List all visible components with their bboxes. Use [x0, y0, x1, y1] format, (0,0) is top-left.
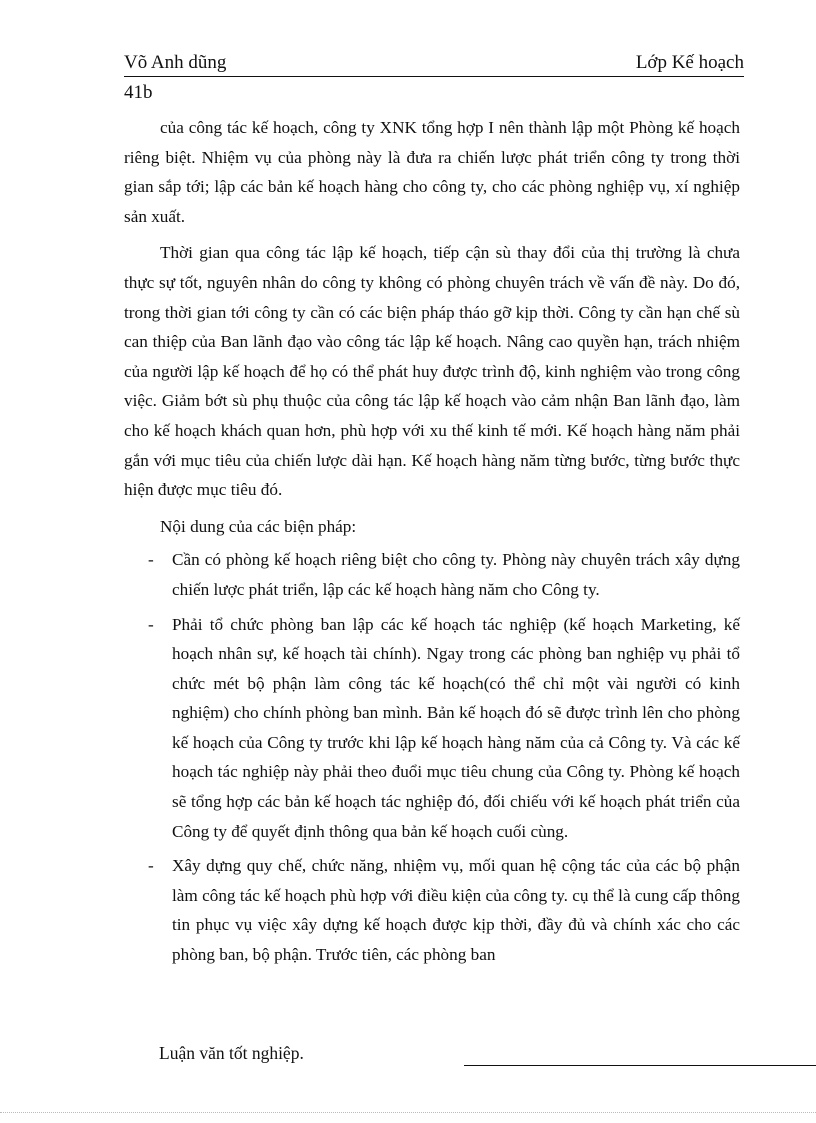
- document-body: [124, 113, 740, 975]
- list-item: [124, 851, 740, 969]
- list-item-text: Cần có phòng kế hoạch riêng biệt cho công ty. Phòng này chuyên trách xây dựng chiến lược phát triển, lập các kế hoạch hàng năm cho Công ty.: [172, 550, 740, 599]
- page-footer: [159, 1040, 816, 1066]
- bullet-dash: -: [148, 856, 154, 876]
- measures-intro: Nội dung của các biện pháp:: [160, 516, 357, 536]
- header-class-label: Lớp Kế hoạch: [635, 52, 744, 73]
- list-item-text: Xây dựng quy chế, chức năng, nhiệm vụ, mối quan hệ cộng tác của các bộ phận làm công tác kế hoạch phù hợp với điều kiện của công ty. cụ thể là cung cấp thông tin phục vụ việc xây dựng kế hoạch được kịp thời, đầy đủ và chính xác cho các phòng ban, bộ phận. Trước tiên, các phòng ban: [172, 856, 740, 965]
- page-header: [124, 50, 744, 77]
- list-item: [124, 610, 740, 847]
- measures-list: [124, 545, 740, 969]
- list-item: [124, 545, 740, 604]
- footer-label: Luận văn tốt nghiệp.: [159, 1043, 304, 1063]
- body-paragraph: Thời gian qua công tác lập kế hoạch, tiếp cận sù thay đổi của thị trường là chưa thực sự tốt, nguyên nhân do công ty không có phòng chuyên trách về vấn đề này. Do đó, trong thời gian tới công ty cần có các biện pháp tháo gỡ kịp thời. Công ty cần hạn chế sù can thiệp của Ban lãnh đạo vào công tác lập kế hoạch. Nâng cao quyền hạn, trách nhiệm của người lập kế hoạch để họ có thể phát huy được trình độ, kinh nghiệm vào trong công việc. Giảm bớt sù phụ thuộc của công tác lập kế hoạch vào cảm nhận Ban lãnh đạo, làm cho kế hoạch khách quan hơn, phù hợp với xu thế kinh tế mới. Kế hoạch hàng năm phải gắn với mục tiêu của chiến lược dài hạn. Kế hoạch hàng năm từng bước, từng bước thực hiện được mục tiêu đó.: [124, 243, 740, 500]
- footer-rule: [464, 1047, 816, 1066]
- body-paragraph: của công tác kế hoạch, công ty XNK tổng hợp I nên thành lập một Phòng kế hoạch riêng biệt. Nhiệm vụ của phòng này là đưa ra chiến lược phát triển công ty trong thời gian sắp tới; lập các bản kế hoạch hàng cho công ty, cho các phòng nghiệp vụ, xí nghiệp sản xuất.: [124, 118, 740, 226]
- bullet-dash: -: [148, 614, 154, 634]
- header-class-number: 41b: [124, 82, 153, 103]
- header-author: Võ Anh dũng: [124, 52, 227, 73]
- list-item-text: Phải tổ chức phòng ban lập các kế hoạch tác nghiệp (kế hoạch Marketing, kế hoạch nhân sự, kế hoạch tài chính). Ngay trong các phòng ban nghiệp vụ phải tổ chức mét bộ phận làm công tác kế hoạch(có thể chỉ một vài người có kinh nghiệm) cho chính phòng ban mình. Bản kế hoạch đó sẽ được trình lên cho phòng kế hoạch của Công ty trước khi lập kế hoạch hàng năm của cả Công ty. Và các kế hoạch tác nghiệp này phải theo đuổi mục tiêu chung của Công ty. Phòng kế hoạch sẽ tổng hợp các bản kế hoạch tác nghiệp đó, đối chiếu với kế hoạch phát triển của Công ty để quyết định thông qua bản kế hoạch cuối cùng.: [172, 614, 740, 841]
- bullet-dash: -: [148, 550, 154, 570]
- page-bottom-divider: [0, 1112, 816, 1113]
